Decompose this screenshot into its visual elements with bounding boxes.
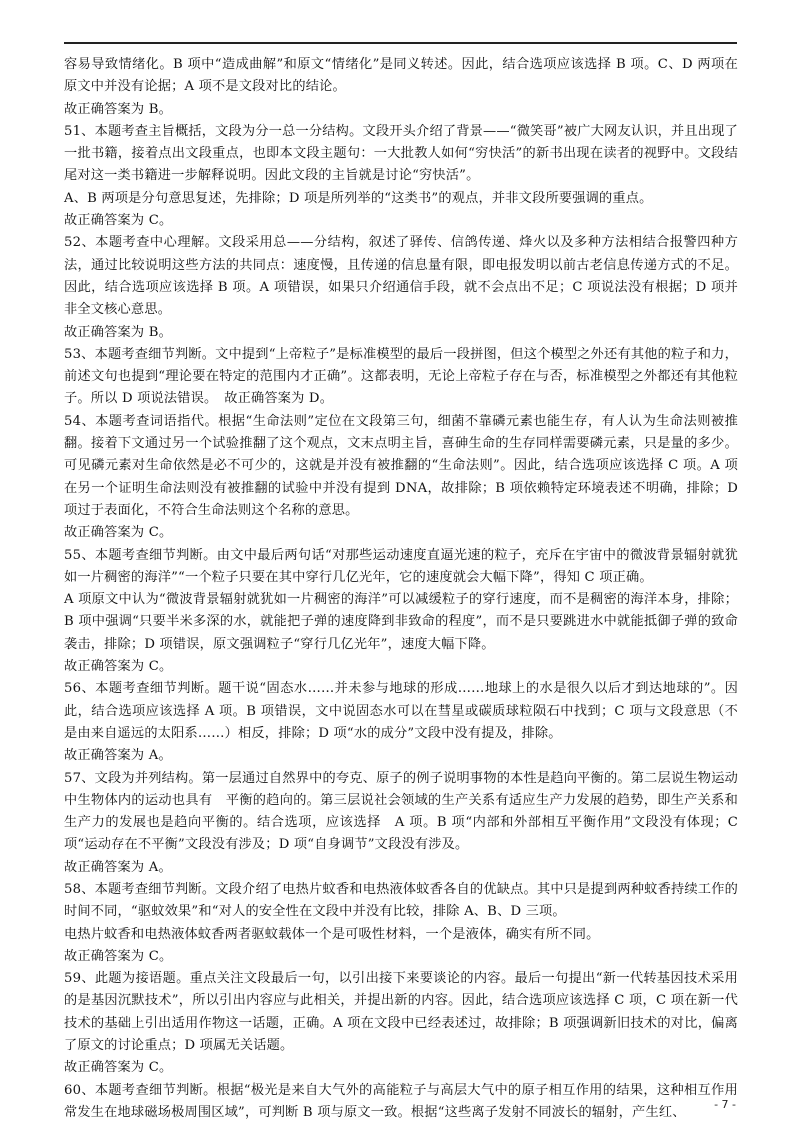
header-rule bbox=[64, 42, 737, 44]
paragraph: 53、本题考查细节判断。文中提到“上帝粒子”是标准模型的最后一段拼图，但这个模型之外还有其他的粒子和力，前述文句也提到“理论要在特定的范围内才正确”。这都表明，无论上帝粒子存在与否，标准模型之外都还有其他粒子。所以 D 项说法错误。 故正确答案为 D。 bbox=[64, 346, 738, 407]
paragraph: 电热片蚊香和电热液体蚊香两者驱蚊载体一个是可吸性材料，一个是液体，确实有所不同。 bbox=[64, 926, 600, 942]
paragraph: 故正确答案为 C。 bbox=[64, 525, 173, 541]
paragraph: 52、本题考查中心理解。文段采用总——分结构，叙述了驿传、信鸽传递、烽火以及多种方法相结合报警四种方法，通过比较说明这些方法的共同点：速度慢，且传递的信息量有限，即电报发明以前古老信息传递方式的不足。因此，结合选项应该选择 B 项。A 项错误，如果只介绍通信手段，就不会点出不足；C 项说法没有根据；D 项并非全文核心意思。 bbox=[64, 235, 738, 318]
paragraph: 故正确答案为 B。 bbox=[64, 101, 172, 117]
answer-explanations bbox=[64, 54, 738, 1124]
paragraph: 故正确答案为 A。 bbox=[64, 859, 172, 875]
paragraph: 故正确答案为 A。 bbox=[64, 748, 172, 764]
paragraph: 故正确答案为 B。 bbox=[64, 324, 172, 340]
paragraph: 59、此题为接语题。重点关注文段最后一句，以引出接下来要谈论的内容。最后一句提出“新一代转基因技术采用的是基因沉默技术”，所以引出内容应与此相关，并提出新的内容。因此，结合选项应该选择 C 项，C 项在新一代技术的基础上引出适用作物这一话题，正确。A 项在文段中已经表述过，故排除；B 项强调新旧技术的对比，偏离了原文的讨论重点；D 项属无关话题。 bbox=[64, 971, 738, 1054]
paragraph: 故正确答案为 C。 bbox=[64, 213, 173, 229]
paragraph: 55、本题考查细节判断。由文中最后两句话“对那些运动速度直逼光速的粒子，充斥在宇宙中的微波背景辐射就犹如一片稠密的海洋”“一个粒子只要在其中穿行几亿光年，它的速度就会大幅下降”，得知 C 项正确。 bbox=[64, 547, 738, 585]
paragraph: 51、本题考查主旨概括，文段为分一总一分结构。文段开头介绍了背景——“微笑哥”被广大网友认识，并且出现了一批书籍，接着点出文段重点，也即本文段主题句：一大批教人如何“穷快活”的新书出现在读者的视野中。文段结尾对这一类书籍进一步解释说明。因此文段的主旨就是讨论“穷快活”。 bbox=[64, 123, 738, 184]
page-number: - 7 - bbox=[714, 1098, 736, 1111]
paragraph: 57、文段为并列结构。第一层通过自然界中的夸克、原子的例子说明事物的本性是趋向平衡的。第二层说生物运动中生物体内的运动也具有 平衡的趋向的。第三层说社会领域的生产关系有适应生产力发展的趋势，即生产关系和生产力的发展也是趋向平衡的。结合选项，应该选择 A 项。B 项“内部和外部相互平衡作用”文段没有体现；C 项“运动存在不平衡”文段没有涉及；D 项“自身调节”文段没有涉及。 bbox=[64, 770, 738, 853]
paragraph: 故正确答案为 C。 bbox=[64, 948, 173, 964]
paragraph: 故正确答案为 C。 bbox=[64, 1060, 173, 1076]
paragraph: 容易导致情绪化。B 项中“造成曲解”和原文“情绪化”是同义转述。因此，结合选项应该选择 B 项。C、D 两项在原文中并没有论据；A 项不是文段对比的结论。 bbox=[64, 57, 738, 95]
paragraph: 60、本题考查细节判断。根据“极光是来自大气外的高能粒子与高层大气中的原子相互作用的结果，这种相互作用常发生在地球磁场极周围区域”，可判断 B 项与原文一致。根据“这些离子发射不同波长的辐射，产生红、 bbox=[64, 1082, 738, 1120]
paragraph: A、B 两项是分句意思复述，先排除；D 项是所列举的“这类书”的观点，并非文段所要强调的重点。 bbox=[64, 190, 653, 206]
paragraph: 58、本题考查细节判断。文段介绍了电热片蚊香和电热液体蚊香各自的优缺点。其中只是提到两种蚊香持续工作的时间不同，“驱蚊效果”和“对人的安全性在文段中并没有比较，排除 A、B、D 三项。 bbox=[64, 881, 738, 920]
paragraph: 故正确答案为 C。 bbox=[64, 659, 173, 675]
paragraph: A 项原文中认为“微波背景辐射就犹如一片稠密的海洋”可以减缓粒子的穿行速度，而不是稠密的海洋本身，排除；B 项中强调“只要半米多深的水，就能把子弹的速度降到非致命的程度”，而不是只要跳进水中就能抵御子弹的致命袭击，排除；D 项错误，原文强调粒子“穿行几亿光年”，速度大幅下降。 bbox=[64, 592, 738, 652]
paragraph: 56、本题考查细节判断。题干说“固态水……并未参与地球的形成……地球上的水是很久以后才到达地球的”。因此，结合选项应该选择 A 项。B 项错误，文中说固态水可以在彗星或碳质球粒陨石中找到；C 项与文段意思（不是由来自遥远的太阳系……）相反，排除；D 项“水的成分”文段中没有提及，排除。 bbox=[64, 681, 738, 741]
paragraph: 54、本题考查词语指代。根据“生命法则”定位在文段第三句，细菌不靠磷元素也能生存，有人认为生命法则被推翻。接着下文通过另一个试验推翻了这个观点，文末点明主旨，喜砷生命的生存同样需要磷元素，只是量的多少。可见磷元素对生命依然是必不可少的，这就是并没有被推翻的“生命法则”。因此，结合选项应该选择 C 项。A 项在另一个证明生命法则没有被推翻的试验中并没有提到 DNA，故排除；B 项依赖特定环境表述不明确，排除；D 项过于表面化，不符合生命法则这个名称的意思。 bbox=[64, 413, 738, 518]
